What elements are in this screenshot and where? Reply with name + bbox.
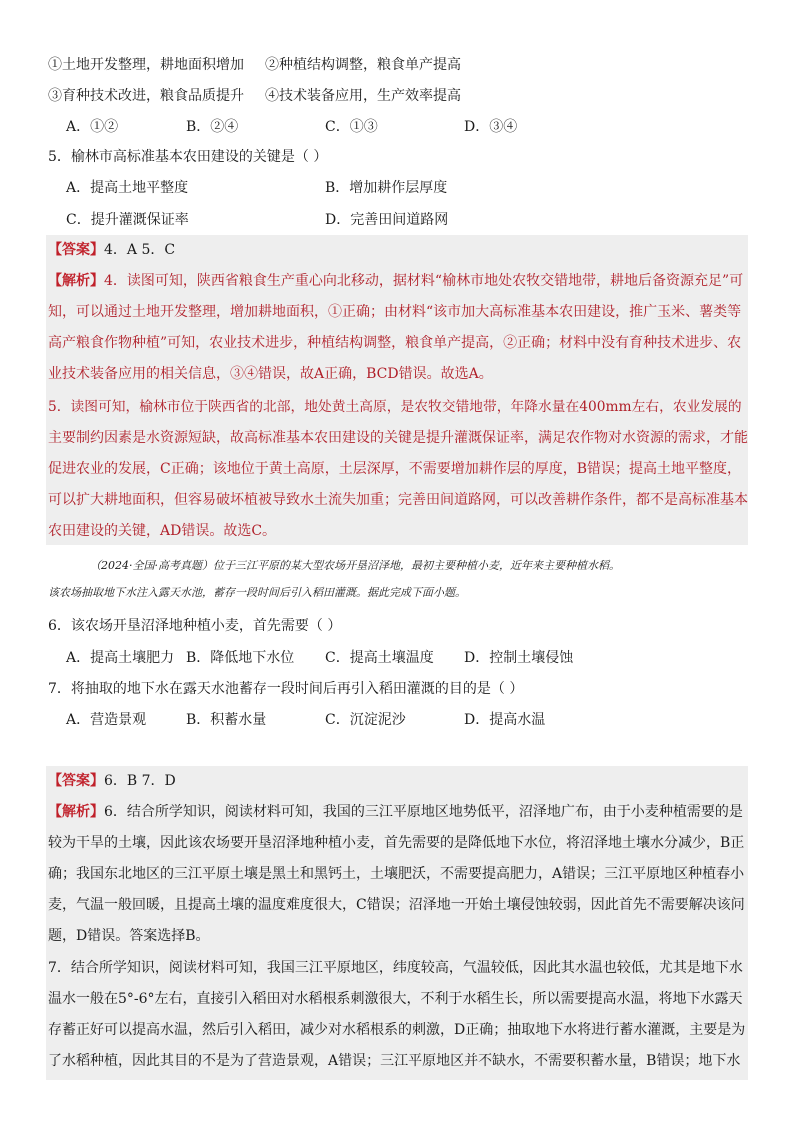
analysis-1b-line-1: 5．读图可知，榆林市位于陕西省的北部，地处黄土高原，是农牧交错地带，年降水量在400mm左右，农业发展的 <box>48 399 742 415</box>
answer-text: 6．B 7．D <box>104 773 176 789</box>
analysis-2b-line-1: 7．结合所学知识，阅读材料可知，我国三江平原地区，纬度较高，气温较低，因此其水温也较低，尤其是地下水 <box>48 960 743 976</box>
analysis-1b-line-5: 农田建设的关键，AD错误。故选C。 <box>48 523 277 539</box>
answer-label: 【答案】 <box>48 773 104 789</box>
q7-option-b: B．积蓄水量 <box>186 712 267 728</box>
q5-option-d: D．完善田间道路网 <box>325 212 449 228</box>
analysis-2-line-5: 题，D错误。答案选择B。 <box>48 928 210 944</box>
analysis-1-line-2: 知，可以通过土地开发整理，增加耕地面积，①正确；由材料“该市加大高标准基本农田建设，推广玉米、薯类等 <box>48 304 742 320</box>
answer-text: 4．A 5．C <box>104 242 176 258</box>
analysis-1b-line-3: 促进农业的发展，C正确；该地位于黄土高原，土层深厚，不需要增加耕作层的厚度，B错误；提高土地平整度， <box>48 461 741 477</box>
q4-option-a: A．①② <box>66 119 119 135</box>
statement-4: ④技术装备应用，生产效率提高 <box>265 88 461 104</box>
q5-option-a: A．提高土地平整度 <box>66 180 189 196</box>
analysis-2b-line-4: 了水稻种植，因此其目的不是为了营造景观，A错误；三江平原地区并不缺水，不需要积蓄水量，B错误；地下水 <box>48 1053 741 1069</box>
statement-3: ③育种技术改进，粮食品质提升 <box>48 88 244 104</box>
analysis-2-line-1 <box>48 802 743 822</box>
q6-option-a: A．提高土壤肥力 <box>66 650 175 666</box>
q7-option-c: C．沉淀泥沙 <box>325 712 406 728</box>
q4-option-b: B．②④ <box>186 119 239 135</box>
q7-stem: 7．将抽取的地下水在露天水池蓄存一段时间后再引入稻田灌溉的目的是（ ） <box>48 681 524 697</box>
q6-stem: 6．该农场开垦沼泽地种植小麦，首先需要（ ） <box>48 618 342 634</box>
analysis-2b-line-3: 存蓄正好可以提高水温，然后引入稻田，减少对水稻根系的刺激，D正确；抽取地下水将进行蓄水灌溉，主要是为 <box>48 1022 746 1038</box>
analysis-1-line-1 <box>48 271 743 291</box>
q6-option-d: D．控制土壤侵蚀 <box>464 650 574 666</box>
analysis-1-line-4: 业技术装备应用的相关信息，③④错误，故A正确，BCD错误。故选A。 <box>48 366 493 382</box>
answer-label: 【答案】 <box>48 242 104 258</box>
q5-option-c: C．提升灌溉保证率 <box>66 212 189 228</box>
q4-option-c: C．①③ <box>325 119 378 135</box>
analysis-1b-line-4: 可以扩大耕地面积，但容易破坏植被导致水土流失加重；完善田间道路网，可以改善耕作条件，都不是高标准基本 <box>48 492 748 508</box>
statement-1: ①土地开发整理，耕地面积增加 <box>48 57 244 73</box>
q6-option-c: C．提高土壤温度 <box>325 650 434 666</box>
analysis-2-line-4: 麦，气温一般回暖，且提高土壤的温度难度很大，C错误；沼泽地一开始土壤侵蚀较弱，因此首先不需要解决该问 <box>48 897 745 913</box>
q7-option-d: D．提高水温 <box>464 712 546 728</box>
analysis-text: 6．结合所学知识，阅读材料可知，我国的三江平原地区地势低平，沼泽地广布，由于小麦种植需要的是 <box>104 804 743 820</box>
q4-option-d: D．③④ <box>464 119 518 135</box>
statement-2: ②种植结构调整，粮食单产提高 <box>265 57 461 73</box>
analysis-2b-line-2: 温水一般在5°-6°左右，直接引入稻田对水稻根系刺激很大，不利于水稻生长，所以需要提高水温，将地下水露天 <box>48 991 743 1007</box>
material-2-line-1: （2024·全国·高考真题）位于三江平原的某大型农场开垦沼泽地，最初主要种植小麦，近年来主要种植水稻。 <box>90 559 620 572</box>
answer-2 <box>48 771 176 791</box>
analysis-1-line-3: 高产粮食作物种植”可知，农业技术进步，种植结构调整，粮食单产提高，②正确；材料中没有育种技术进步、农 <box>48 335 742 351</box>
q7-option-a: A．营造景观 <box>66 712 147 728</box>
analysis-label: 【解析】 <box>48 804 104 820</box>
analysis-1b-line-2: 主要制约因素是水资源短缺，故高标准基本农田建设的关键是提升灌溉保证率，满足农作物对水资源的需求，才能 <box>48 430 748 446</box>
q5-option-b: B．增加耕作层厚度 <box>325 180 448 196</box>
q5-stem: 5．榆林市高标准基本农田建设的关键是（ ） <box>48 149 328 165</box>
q6-option-b: B．降低地下水位 <box>186 650 295 666</box>
analysis-text: 4．读图可知，陕西省粮食生产重心向北移动，据材料“榆林市地处农牧交错地带，耕地后备资源充足”可 <box>104 273 744 289</box>
analysis-label: 【解析】 <box>48 273 104 289</box>
analysis-2-line-3: 确；我国东北地区的三江平原土壤是黑土和黑钙土，土壤肥沃，不需要提高肥力，A错误；三江平原地区种植春小 <box>48 866 745 882</box>
material-2-line-2: 该农场抽取地下水注入露天水池，蓄存一段时间后引入稻田灌溉。据此完成下面小题。 <box>48 586 466 599</box>
answer-1 <box>48 240 175 260</box>
analysis-2-line-2: 较为干旱的土壤，因此该农场要开垦沼泽地种植小麦，首先需要的是降低地下水位，将沼泽地土壤水分减少，B正 <box>48 835 745 851</box>
